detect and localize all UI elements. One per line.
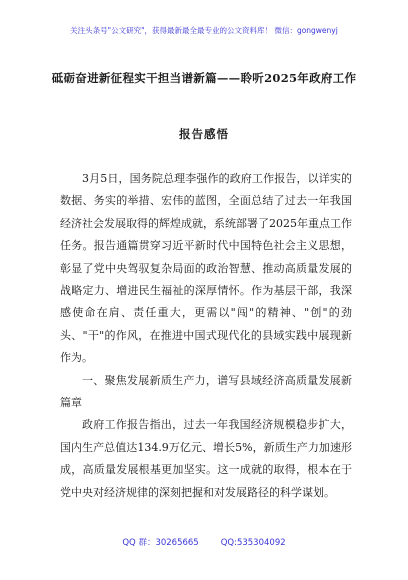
document-subtitle: 报告感悟 bbox=[179, 127, 229, 141]
section-heading-1: 一、聚焦发展新质生产力，谱写县域经济高质量发展新篇章 bbox=[60, 373, 352, 410]
footer-contact bbox=[0, 536, 408, 548]
paragraph-intro: 3月5日，国务院总理李强作的政府工作报告，以详实的数据、务实的举措、宏伟的蓝图，全面总结了过去一年我国经济社会发展取得的辉煌成就，系统部署了2025年重点工作任务。报告通篇贯穿习近平新时代中国特色社会主义思想，彰显了党中央驾驭复杂局面的政治智慧、推动高质量发展的战略定力、增进民生福祉的深厚情怀。作为基层干部，我深感使命在肩、责任重大，更需以"闯"的精神、"创"的劲头、"干"的作风，在推进中国式现代化的县域实践中展现新作为。 bbox=[60, 172, 352, 365]
footer-qq-number: QQ:535304092 bbox=[220, 538, 286, 548]
paragraph-section-1: 政府工作报告指出，过去一年我国经济规模稳步扩大，国内生产总值达134.9万亿元、增长5%，新质生产力加速形成，高质量发展根基更加坚实。这一成就的取得，根本在于党中央对经济规律的深刻把握和对发展路径的科学谋划。 bbox=[60, 418, 352, 499]
document-title: 砥砺奋进新征程实干担当谱新篇——聆听2025年政府工作 bbox=[51, 71, 357, 85]
footer-qq-group: QQ 群：30265665 bbox=[122, 538, 199, 548]
document-body bbox=[60, 168, 352, 504]
header-note: 关注头条号"公文研究"，获得最新最全最专业的公文资料库！ 微信：gongwenyj bbox=[70, 26, 338, 35]
